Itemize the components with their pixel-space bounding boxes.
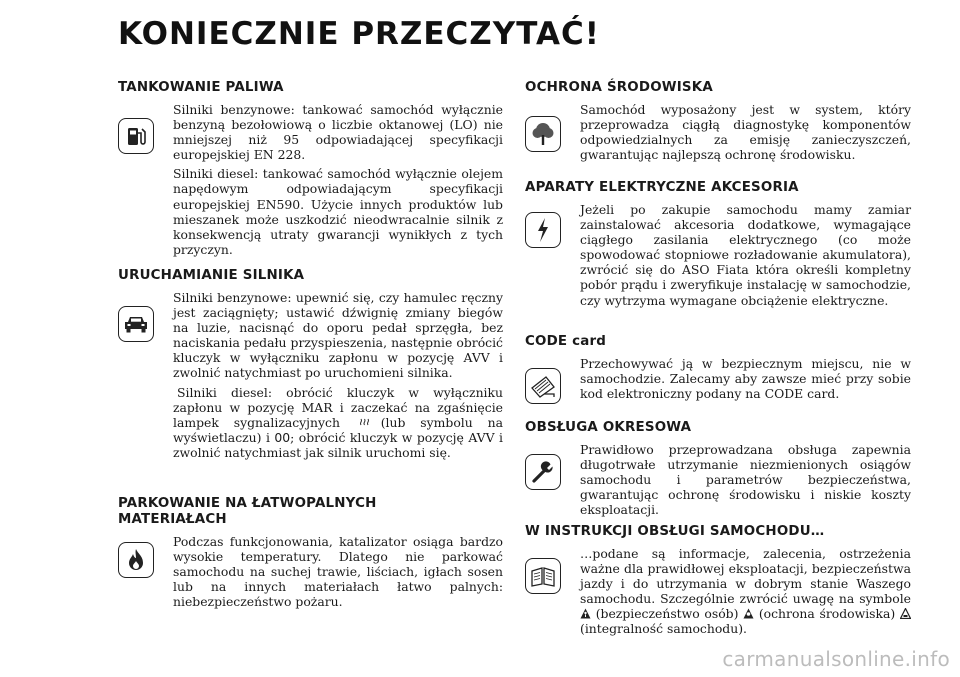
code-card-icon	[525, 368, 561, 404]
watermark: carmanualsonline.info	[722, 647, 950, 671]
wrench-icon	[525, 454, 561, 490]
glow-plug-icon	[355, 416, 366, 427]
start-diesel-text-b: (lub symbolu na wyświetlaczu) i	[173, 414, 503, 445]
section-manual	[525, 524, 911, 641]
section-heading: OBSŁUGA OKRESOWA	[525, 420, 692, 435]
section-heading: OCHRONA ŚRODOWISKA	[525, 80, 713, 95]
manual-text-d: (integralność samochodu).	[580, 621, 747, 637]
lightning-icon	[525, 212, 561, 248]
car-icon	[118, 306, 154, 342]
electric-paragraph: Jeżeli po zakupie samochodu mamy zamiar zainstalować akcesoria dodatkowe, wymagające ciągłego zasilania elektrycznego (co może spowodować stopniowe rozładowanie akumulatora), zwrócić się do ASO Fiata która określi kompletny pobór prądu i zweryfikuje instalację w samochodzie, czy wytrzyma wymagane obciążenie elektryczne.	[580, 202, 911, 308]
service-paragraph: Prawidłowo przeprowadzana obsługa zapewnia długotrwałe utrzymanie niezmienionych osiągów samochodu i parametrów bezpieczeństwa, gwarantując ochronę środowisku i niskie koszty eksploatacji.	[580, 442, 911, 518]
section-heading: APARATY ELEKTRYCZNE AKCESORIA	[525, 180, 799, 195]
environment-paragraph: Samochód wyposażony jest w system, który przeprowadza ciągłą diagnostykę komponentów odpowiedzialnych za emisję zanieczyszczeń, gwarantując najlepszą ochronę środowisku.	[580, 102, 911, 163]
parking-paragraph: Podczas funkcjonowania, katalizator osiąga bardzo wysokie temperatury. Dlatego nie parkować samochodu na suchej trawie, liściach, igłach sosen lub na innych materiałach łatwo palnych: niebezpieczeństwo pożaru.	[173, 534, 503, 610]
book-icon	[525, 558, 561, 594]
manual-text-c: (ochrona środowiska)	[758, 606, 896, 622]
manual-text-a: …podane są informacje, zalecenia, ostrzeżenia ważne dla prawidłowej eksploatacji, bezpieczeństwa jazdy i do utrzymania w dobrym stanie Waszego samochodu. Szczególnie zwrócić uwagę na symbole	[580, 546, 911, 607]
flame-icon	[118, 542, 154, 578]
code-card-paragraph: Przechowywać ją w bezpiecznym miejscu, nie w samochodzie. Zalecamy aby zawsze mieć przy sobie kod elektroniczny podany na CODE card.	[580, 356, 911, 402]
start-diesel-text-a: Silniki diesel: obrócić kluczyk w wyłączniku zapłonu w pozycję MAR i zaczekać na zgaśnięcie lampek sygnalizacyjnych	[173, 384, 503, 430]
tree-icon	[525, 116, 561, 152]
fuel-paragraph-petrol: Silniki benzynowe: tankować samochód wyłącznie benzyną bezołowiową o liczbie oktanowej (LO) nie mniejszej niż 95 odpowiadającej specyfikacji europejskiej EN 228.	[173, 102, 503, 163]
manual-text-b: (bezpieczeństwo osób)	[595, 606, 739, 622]
page-title: KONIECZNIE PRZECZYTAĆ!	[118, 16, 600, 52]
environment-protection-icon	[743, 607, 754, 618]
glow-plug-display-symbol: 00	[274, 429, 291, 445]
start-paragraph-petrol: Silniki benzynowe: upewnić się, czy hamulec ręczny jest zaciągnięty; ustawić dźwignię zmiany biegów na luzie, nacisnąć do oporu pedał sprzęgła, bez naciskania pedału przyspieszenia, następnie obrócić kluczyk w wyłączniku zapłonu w pozycję AVV i zwolnić natychmiast po uruchomieni silnika.	[173, 290, 503, 381]
fuel-paragraph-diesel: Silniki diesel: tankować samochód wyłącznie olejem napędowym odpowiadającym specyfikacji europejskiej EN590. Użycie innych produktów lub mieszanek może uszkodzić nieodwracalnie silnik z konsekwencją utraty gwarancji wynikłych z tych przyczyn.	[173, 166, 503, 257]
section-heading: PARKOWANIE NA ŁATWOPALNYCH MATERIAŁACH	[118, 496, 377, 527]
section-heading: CODE card	[525, 334, 607, 349]
section-heading: URUCHAMIANIE SILNIKA	[118, 268, 305, 283]
person-safety-icon	[580, 607, 591, 618]
section-heading: W INSTRUKCJI OBSŁUGI SAMOCHODU…	[525, 524, 825, 539]
manual-paragraph	[580, 546, 911, 637]
start-paragraph-diesel	[173, 385, 503, 460]
section-parking	[118, 496, 503, 613]
section-start	[118, 268, 503, 464]
section-code-card	[525, 334, 911, 405]
section-heading: TANKOWANIE PALIWA	[118, 80, 284, 95]
vehicle-integrity-icon	[900, 607, 911, 618]
section-environment	[525, 80, 911, 166]
section-electric-accessories	[525, 180, 911, 312]
start-diesel-text-c: ; obrócić kluczyk w pozycję AVV i zwolnić natychmiast jak silnik uruchomi się.	[173, 429, 503, 460]
section-fuel	[118, 80, 503, 261]
section-periodic-service	[525, 420, 911, 521]
fuel-pump-icon	[118, 118, 154, 154]
